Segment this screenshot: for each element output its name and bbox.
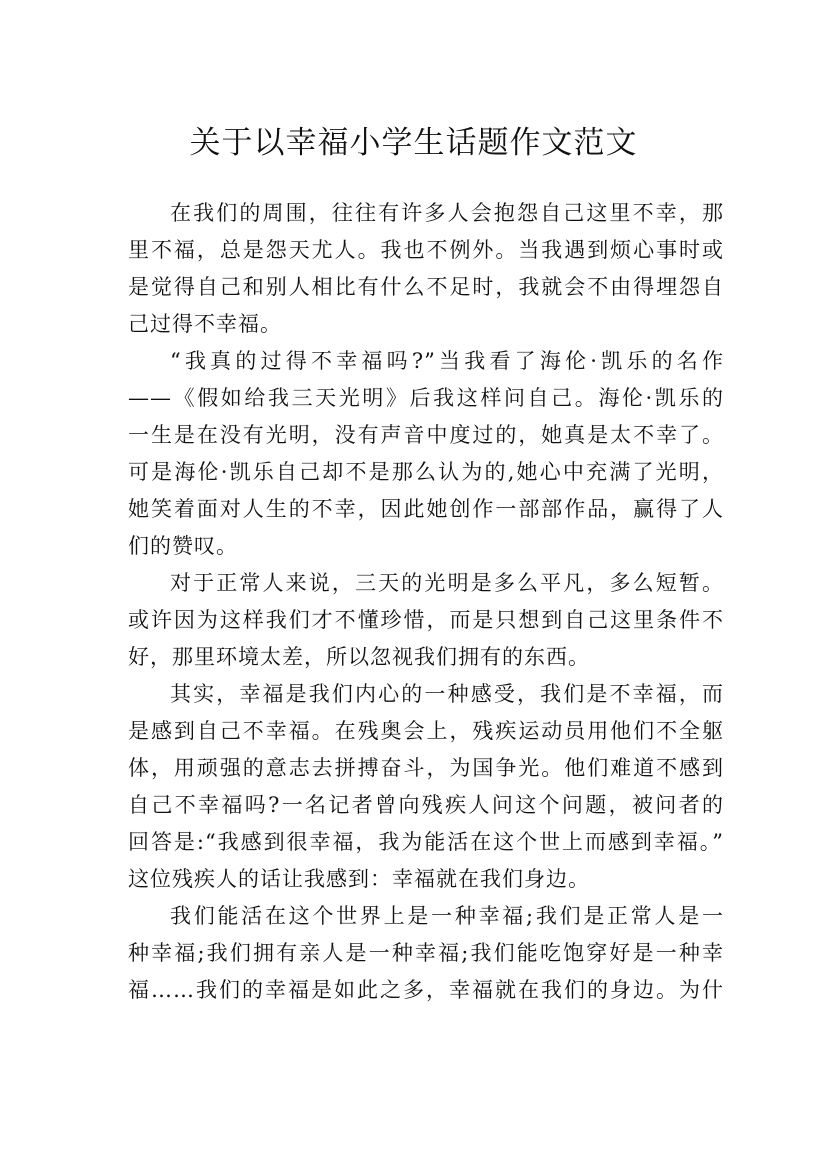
text-line: 里不福，总是怨天尤人。我也不例外。当我遇到烦心事时或: [128, 238, 724, 262]
text-line: 是觉得自己和别人相比有什么不足时，我就会不由得埋怨自: [128, 275, 724, 299]
text-line: 己过得不幸福。: [128, 312, 282, 336]
text-line: 其实，幸福是我们内心的一种感受，我们是不幸福，而: [170, 682, 724, 706]
text-line: 是感到自己不幸福。在残奥会上，残疾运动员用他们不全躯: [128, 719, 724, 743]
text-line: 回答是:“我感到很幸福，我为能活在这个世上而感到幸福。”: [128, 830, 724, 854]
text-line: 对于正常人来说，三天的光明是多么平凡，多么短暂。: [170, 571, 724, 595]
document-title: 关于以幸福小学生话题作文范文: [189, 124, 638, 161]
text-line: 一生是在没有光明，没有声音中度过的，她真是太不幸了。: [128, 423, 724, 447]
text-line: 好，那里环境太差，所以忽视我们拥有的东西。: [128, 645, 590, 669]
text-line: 或许因为这样我们才不懂珍惜，而是只想到自己这里条件不: [128, 608, 724, 632]
text-line: 福……我们的幸福是如此之多，幸福就在我们的身边。为什: [128, 978, 724, 1002]
paragraph: [128, 898, 724, 1009]
text-line: 们的赞叹。: [128, 534, 238, 558]
paragraph: [128, 676, 724, 898]
text-line: 种幸福;我们拥有亲人是一种幸福;我们能吃饱穿好是一种幸: [128, 941, 724, 965]
text-line: 体，用顽强的意志去拼搏奋斗，为国争光。他们难道不感到: [128, 756, 724, 780]
text-line: 这位残疾人的话让我感到：幸福就在我们身边。: [128, 867, 590, 891]
paragraph: [128, 195, 724, 343]
text-line: “我真的过得不幸福吗?”当我看了海伦·凯乐的名作: [170, 349, 724, 373]
text-line: 在我们的周围，往往有许多人会抱怨自己这里不幸，那: [170, 201, 724, 225]
paragraph: [128, 565, 724, 676]
text-line: 我们能活在这个世界上是一种幸福;我们是正常人是一: [170, 904, 724, 928]
text-line: 自己不幸福吗?一名记者曾向残疾人问这个问题，被问者的: [128, 793, 724, 817]
document-body: [128, 195, 724, 1009]
text-line: 她笑着面对人生的不幸，因此她创作一部部作品，赢得了人: [128, 497, 724, 521]
paragraph: [128, 343, 724, 565]
text-line: 可是海伦·凯乐自己却不是那么认为的,她心中充满了光明，: [128, 460, 724, 484]
text-line: ——《假如给我三天光明》后我这样问自己。海伦·凯乐的: [128, 386, 724, 410]
